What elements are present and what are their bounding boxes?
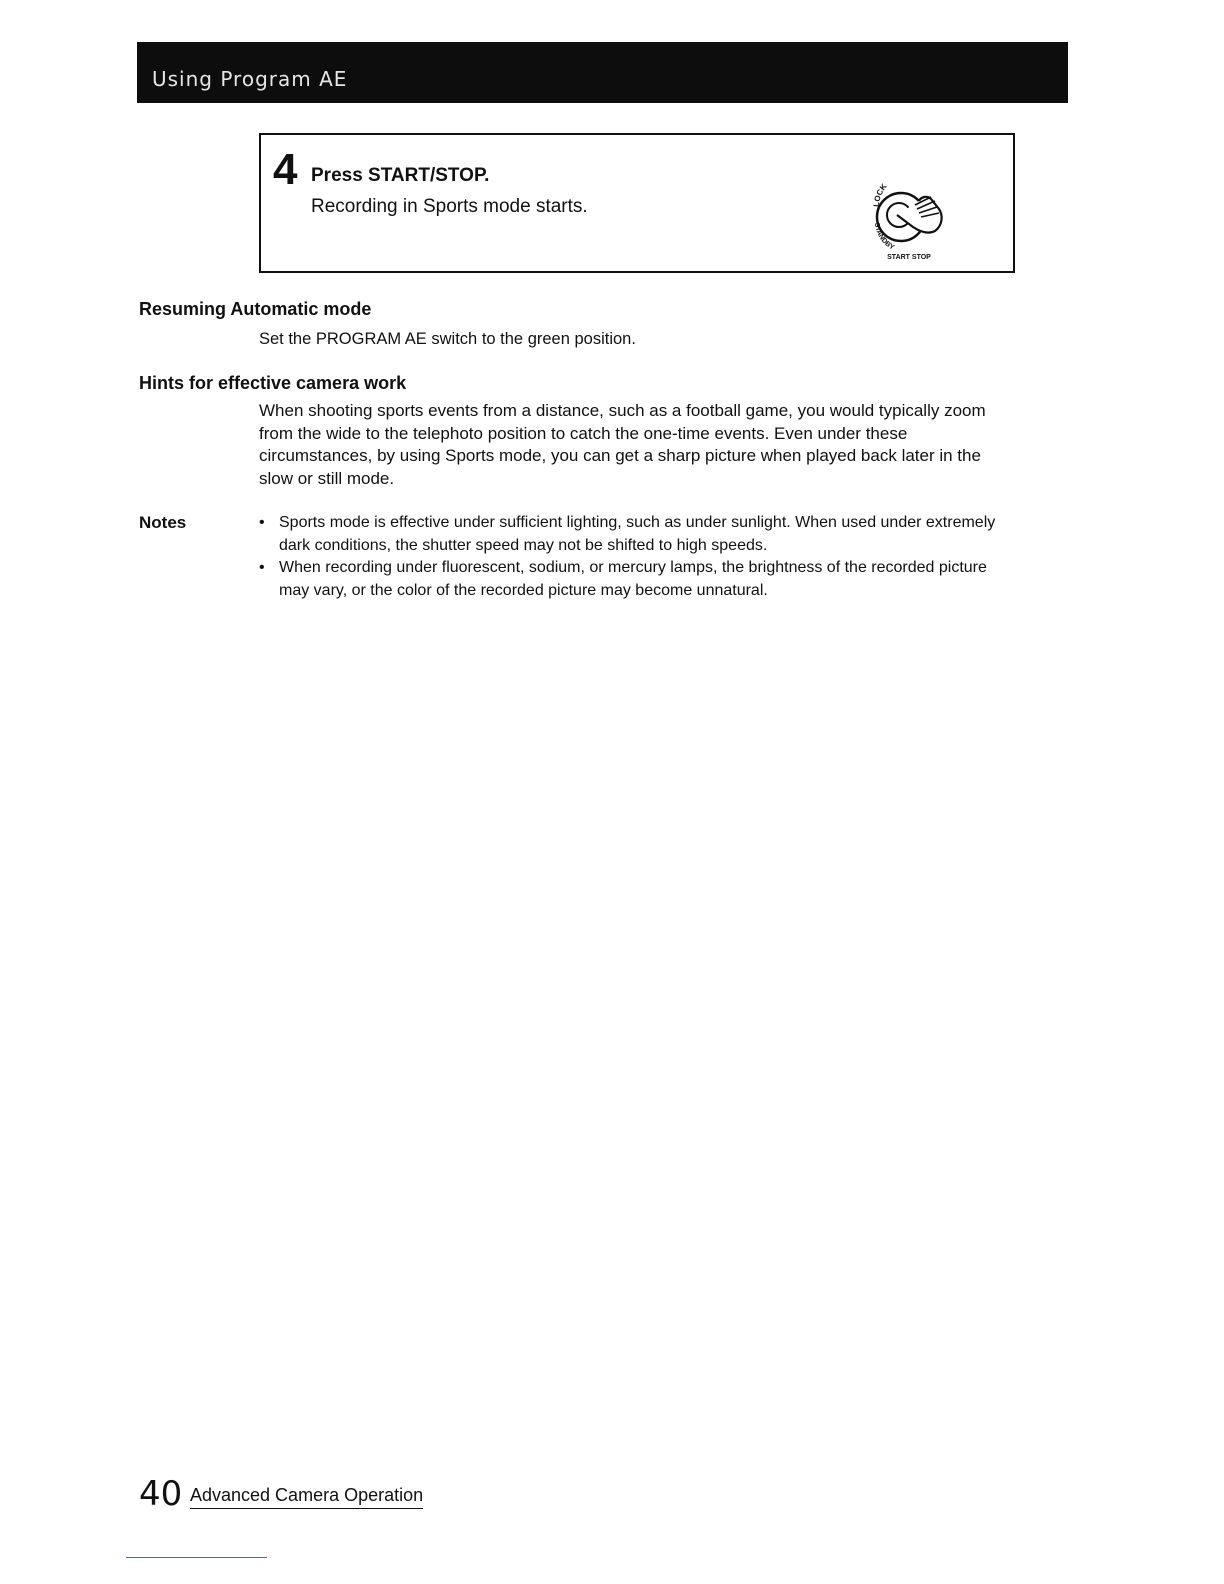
section-heading-resuming: Resuming Automatic mode <box>139 299 372 319</box>
list-item <box>259 557 1019 602</box>
svg-text:STANDBY <box>873 222 896 251</box>
section-body-hints: When shooting sports events from a distance, such as a football game, you would typically zoom from the wide to the telephoto position to catch the one-time events. Even under these circumstances, by using Sports mode, you can get a sharp picture when played back later in the slow or still mode. <box>259 401 986 488</box>
notes-list <box>259 512 1019 602</box>
list-item <box>259 512 1019 557</box>
accent-rule <box>126 1557 267 1558</box>
step-description: Recording in Sports mode starts. <box>311 196 588 217</box>
header-bar <box>137 42 1068 103</box>
bullet: • <box>259 559 265 576</box>
step-number: 4 <box>273 145 298 194</box>
note-text: Sports mode is effective under sufficient lighting, such as under sunlight. When used under extremely dark conditions, the shutter speed may not be shifted to high speeds. <box>279 514 996 554</box>
start-stop-button-hand-icon <box>857 165 957 265</box>
bullet: • <box>259 514 265 531</box>
step-box <box>259 133 1015 273</box>
page-title: Using Program AE <box>152 67 348 91</box>
standby-label: STANDBY <box>872 222 896 252</box>
note-text: When recording under fluorescent, sodium, or mercury lamps, the brightness of the recorded picture may vary, or the color of the recorded picture may become unnatural. <box>279 559 987 599</box>
start-stop-label: START STOP <box>887 254 931 261</box>
lock-label: LOCK <box>871 182 889 208</box>
step-title: Press START/STOP. <box>311 165 490 186</box>
notes-label: Notes <box>139 513 187 532</box>
page-number: 40 <box>139 1474 183 1514</box>
footer-section-title: Advanced Camera Operation <box>190 1485 423 1509</box>
section-heading-hints: Hints for effective camera work <box>139 373 407 393</box>
section-body-resuming: Set the PROGRAM AE switch to the green position. <box>259 330 636 348</box>
